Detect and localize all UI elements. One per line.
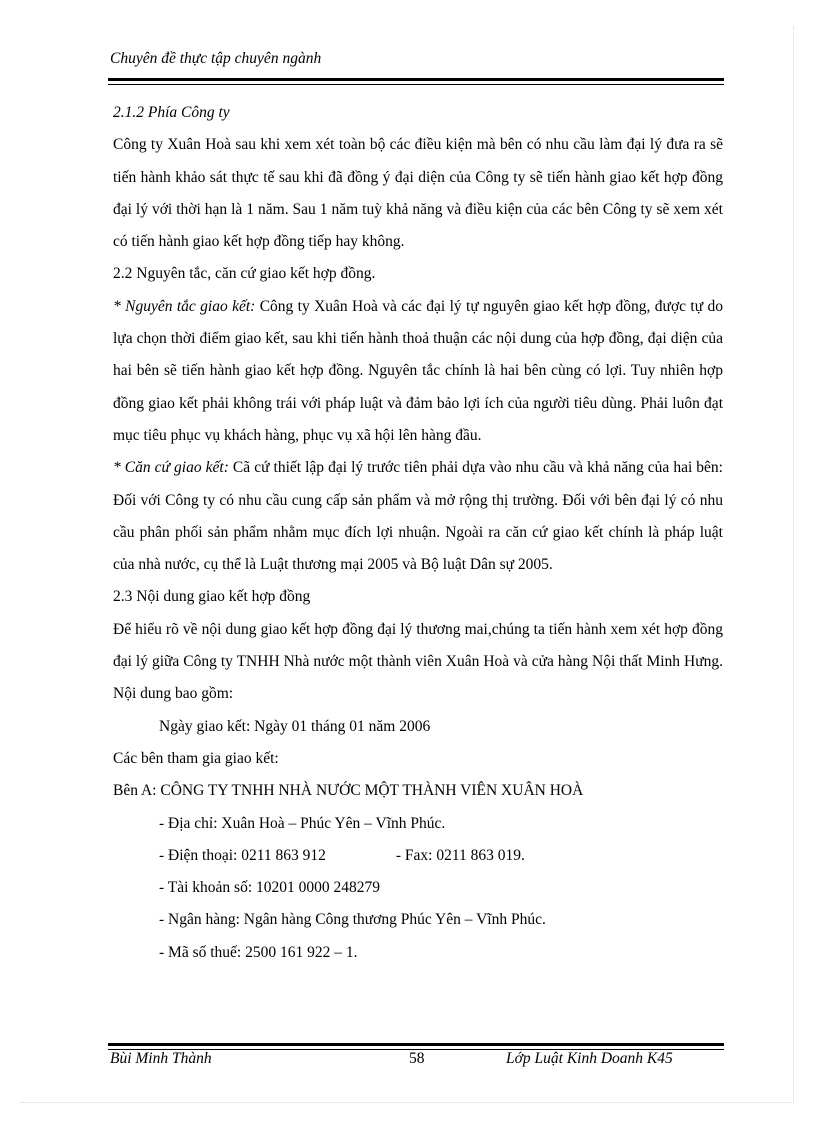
footer-author: Bùi Minh Thành [110, 1050, 212, 1067]
section-2-2-title: 2.2 Nguyên tắc, căn cứ giao kết hợp đồng. [113, 265, 376, 283]
party-a-tax-code: - Mã số thuế: 2500 161 922 – 1. [159, 943, 358, 961]
party-a-address: - Địa chỉ: Xuân Hoà – Phúc Yên – Vĩnh Phúc. [159, 814, 446, 832]
header-title: Chuyên đề thực tập chuyên ngành [110, 50, 322, 67]
section-2-1-2-title: 2.1.2 Phía Công ty [113, 104, 230, 121]
principle-text: Công ty Xuân Hoà và các đại lý tự nguyên giao kết hợp đồng, được tự do lựa chọn thời điểm giao kết, sau khi tiến hành thoả thuận các nội dung của hợp đồng, đại diện của hai bên sẽ tiến hành giao kết hợp đồng. Nguyên tắc chính là hai bên cùng có lợi. Tuy nhiên hợp đồng giao kết phải không trái với pháp luật và đảm bảo lợi ích của người tiêu dùng. Phải luôn đạt mục tiêu phục vụ khách hàng, phục vụ xã hội lên hàng đầu. [113, 297, 723, 444]
principle-paragraph [113, 291, 723, 452]
header-rule [108, 78, 724, 85]
party-a-account: - Tài khoản số: 10201 0000 248279 [159, 879, 381, 897]
footer-class-name: Lớp Luật Kinh Doanh K45 [506, 1050, 673, 1067]
section-2-3-paragraph: Để hiểu rõ về nội dung giao kết hợp đồng đại lý thương mai,chúng ta tiến hành xem xét hợp đồng đại lý giữa Công ty TNHH Nhà nước một thành viên Xuân Hoà và cửa hàng Nội thất Minh Hưng. Nội dung bao gồm: [113, 620, 723, 703]
footer-rule [108, 1043, 724, 1050]
party-a-bank: - Ngân hàng: Ngân hàng Công thương Phúc Yên – Vĩnh Phúc. [159, 911, 546, 929]
document-body [113, 97, 723, 969]
page-border-right [793, 26, 795, 1101]
section-2-1-2-paragraph: Công ty Xuân Hoà sau khi xem xét toàn bộ các điều kiện mà bên có nhu cầu làm đại lý đưa ra sẽ tiến hành khảo sát thực tế sau khi đã đồng ý đại diện của Công ty sẽ tiến hành giao kết hợp đồng đại lý với thời hạn là 1 năm. Sau 1 năm tuỳ khả năng và điều kiện của các bên Công ty sẽ xem xét có tiến hành giao kết hợp đồng tiếp hay không. [113, 136, 723, 251]
basis-paragraph [113, 452, 723, 581]
party-a-phone: - Điện thoại: 0211 863 912 [159, 846, 326, 864]
party-a: Bên A: CÔNG TY TNHH NHÀ NƯỚC MỘT THÀNH VIÊN XUÂN HOÀ [113, 782, 584, 800]
basis-label: * Căn cứ giao kết: [113, 459, 229, 477]
section-2-3-title: 2.3 Nội dung giao kết hợp đồng [113, 588, 311, 606]
party-a-fax: - Fax: 0211 863 019. [395, 846, 525, 864]
basis-text: Cã cứ thiết lập đại lý trước tiên phải dựa vào nhu cầu và khả năng của hai bên: Đối với Công ty có nhu cầu cung cấp sản phẩm và mở rộng thị trường. Đối với bên đại lý có nhu cầu phân phối sản phẩm nhằm mục đích lợi nhuận. Ngoài ra căn cứ giao kết chính là pháp luật của nhà nước, cụ thể là Luật thương mại 2005 và Bộ luật Dân sự 2005. [113, 459, 723, 574]
principle-label: * Nguyên tắc giao kết: [113, 297, 256, 315]
contract-date: Ngày giao kết: Ngày 01 tháng 01 năm 2006 [159, 717, 431, 735]
parties-label: Các bên tham gia giao kết: [113, 749, 279, 767]
party-a-contact [113, 840, 723, 872]
footer-page-number: 58 [409, 1050, 425, 1067]
page-border-bottom [20, 1102, 794, 1104]
